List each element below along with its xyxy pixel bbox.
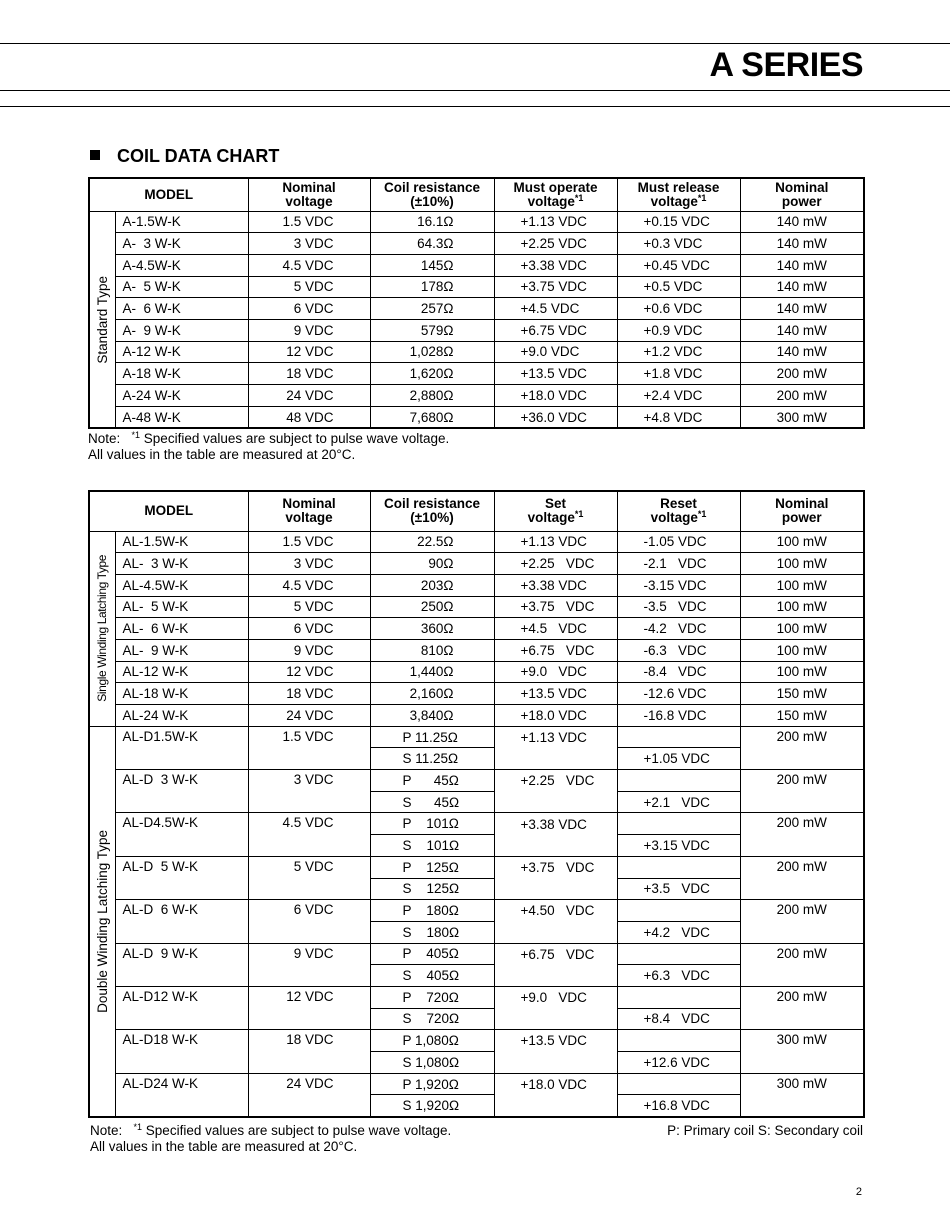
- resistance-secondary-cell: S 180Ω: [370, 921, 494, 943]
- reset-voltage-cell: -12.6 VDC: [617, 683, 740, 705]
- resistance-cell: 7,680Ω: [370, 406, 494, 428]
- resistance-cell: 178Ω: [370, 276, 494, 298]
- resistance-cell: 810Ω: [370, 639, 494, 661]
- set-empty-cell: [494, 791, 617, 813]
- table-row: [89, 618, 864, 640]
- model-cell: AL-D24 W-K: [115, 1073, 248, 1117]
- reset-empty-cell: [617, 986, 740, 1008]
- resistance-cell: 1,440Ω: [370, 661, 494, 683]
- table-row: [89, 233, 864, 255]
- set-voltage-cell: +18.0 VDC: [494, 705, 617, 727]
- set-empty-cell: [494, 878, 617, 900]
- power-cell: 200 mW: [740, 986, 864, 1029]
- voltage-cell: 4.5 VDC: [248, 813, 370, 856]
- voltage-cell: 6 VDC: [248, 298, 370, 320]
- table-row: [89, 705, 864, 727]
- header-model: MODEL: [89, 491, 248, 531]
- power-cell: 200 mW: [740, 856, 864, 899]
- header-rule-top: [0, 43, 950, 44]
- resistance-secondary-cell: S 405Ω: [370, 965, 494, 987]
- set-voltage-cell: +2.25 VDC: [494, 553, 617, 575]
- operate-voltage-cell: +1.13 VDC: [494, 211, 617, 233]
- resistance-primary-cell: P 125Ω: [370, 856, 494, 878]
- table-row: [89, 986, 864, 1008]
- resistance-primary-cell: P 11.25Ω: [370, 726, 494, 748]
- table-row: [89, 813, 864, 835]
- page-number: 2: [855, 1186, 862, 1198]
- model-cell: AL-24 W-K: [115, 705, 248, 727]
- reset-voltage-cell: -1.05 VDC: [617, 531, 740, 553]
- resistance-cell: 22.5Ω: [370, 531, 494, 553]
- model-cell: A- 5 W-K: [115, 276, 248, 298]
- resistance-cell: 2,880Ω: [370, 385, 494, 407]
- table-row: [89, 596, 864, 618]
- voltage-cell: 9 VDC: [248, 319, 370, 341]
- table-row: [89, 770, 864, 792]
- resistance-cell: 257Ω: [370, 298, 494, 320]
- voltage-cell: 3 VDC: [248, 770, 370, 813]
- voltage-cell: 12 VDC: [248, 661, 370, 683]
- set-empty-cell: [494, 748, 617, 770]
- resistance-cell: 2,160Ω: [370, 683, 494, 705]
- resistance-cell: 579Ω: [370, 319, 494, 341]
- release-voltage-cell: +0.3 VDC: [617, 233, 740, 255]
- voltage-cell: 24 VDC: [248, 385, 370, 407]
- set-voltage-cell: +3.75 VDC: [494, 856, 617, 878]
- set-voltage-cell: +13.5 VDC: [494, 683, 617, 705]
- model-cell: AL-D1.5W-K: [115, 726, 248, 769]
- resistance-primary-cell: P 1,920Ω: [370, 1073, 494, 1095]
- set-voltage-cell: +4.5 VDC: [494, 618, 617, 640]
- set-voltage-cell: +3.75 VDC: [494, 596, 617, 618]
- table-row: [89, 661, 864, 683]
- power-cell: 150 mW: [740, 705, 864, 727]
- header-rule-bottom: [0, 106, 950, 107]
- resistance-primary-cell: P 1,080Ω: [370, 1030, 494, 1052]
- resistance-primary-cell: P 405Ω: [370, 943, 494, 965]
- set-empty-cell: [494, 921, 617, 943]
- set-voltage-cell: +6.75 VDC: [494, 639, 617, 661]
- power-cell: 100 mW: [740, 618, 864, 640]
- resistance-cell: 1,620Ω: [370, 363, 494, 385]
- model-cell: AL-D 5 W-K: [115, 856, 248, 899]
- release-voltage-cell: +2.4 VDC: [617, 385, 740, 407]
- reset-empty-cell: [617, 813, 740, 835]
- voltage-cell: 9 VDC: [248, 639, 370, 661]
- table-row: [89, 363, 864, 385]
- voltage-cell: 18 VDC: [248, 683, 370, 705]
- model-cell: AL-18 W-K: [115, 683, 248, 705]
- reset-voltage-cell: -4.2 VDC: [617, 618, 740, 640]
- power-cell: 100 mW: [740, 531, 864, 553]
- reset-voltage-cell: -3.5 VDC: [617, 596, 740, 618]
- release-voltage-cell: +1.8 VDC: [617, 363, 740, 385]
- power-cell: 200 mW: [740, 770, 864, 813]
- power-cell: 200 mW: [740, 385, 864, 407]
- power-cell: 200 mW: [740, 943, 864, 986]
- voltage-cell: 5 VDC: [248, 856, 370, 899]
- reset-empty-cell: [617, 726, 740, 748]
- reset-voltage-cell: +2.1 VDC: [617, 791, 740, 813]
- power-cell: 140 mW: [740, 319, 864, 341]
- set-voltage-cell: +4.50 VDC: [494, 900, 617, 922]
- table-row: [89, 298, 864, 320]
- reset-voltage-cell: -16.8 VDC: [617, 705, 740, 727]
- operate-voltage-cell: +13.5 VDC: [494, 363, 617, 385]
- model-cell: A- 6 W-K: [115, 298, 248, 320]
- model-cell: A-24 W-K: [115, 385, 248, 407]
- power-cell: 140 mW: [740, 298, 864, 320]
- group-label-standard: [89, 211, 115, 428]
- model-cell: A-12 W-K: [115, 341, 248, 363]
- power-cell: 100 mW: [740, 596, 864, 618]
- header-must-operate: Must operate voltage$^{*1}$: [494, 178, 617, 211]
- section-title-text: COIL DATA CHART: [117, 146, 280, 166]
- model-cell: AL-1.5W-K: [115, 531, 248, 553]
- table-row: [89, 639, 864, 661]
- release-voltage-cell: +0.5 VDC: [617, 276, 740, 298]
- table-row: [89, 683, 864, 705]
- header-coil-resistance: Coil resistance (±10%): [370, 178, 494, 211]
- standard-coil-table: [88, 177, 865, 429]
- power-cell: 300 mW: [740, 1073, 864, 1117]
- resistance-cell: 250Ω: [370, 596, 494, 618]
- voltage-cell: 12 VDC: [248, 341, 370, 363]
- set-voltage-cell: +3.38 VDC: [494, 813, 617, 835]
- release-voltage-cell: +1.2 VDC: [617, 341, 740, 363]
- model-cell: AL-D4.5W-K: [115, 813, 248, 856]
- operate-voltage-cell: +3.38 VDC: [494, 254, 617, 276]
- reset-empty-cell: [617, 900, 740, 922]
- resistance-cell: 360Ω: [370, 618, 494, 640]
- release-voltage-cell: +0.9 VDC: [617, 319, 740, 341]
- set-voltage-cell: +9.0 VDC: [494, 661, 617, 683]
- voltage-cell: 48 VDC: [248, 406, 370, 428]
- power-cell: 100 mW: [740, 639, 864, 661]
- release-voltage-cell: +0.45 VDC: [617, 254, 740, 276]
- resistance-secondary-cell: S 101Ω: [370, 835, 494, 857]
- table-row: [89, 406, 864, 428]
- voltage-cell: 4.5 VDC: [248, 254, 370, 276]
- table-row: [89, 341, 864, 363]
- coil-legend: P: Primary coil S: Secondary coil: [667, 1123, 863, 1138]
- operate-voltage-cell: +2.25 VDC: [494, 233, 617, 255]
- voltage-cell: 5 VDC: [248, 596, 370, 618]
- resistance-cell: 64.3Ω: [370, 233, 494, 255]
- model-cell: A- 3 W-K: [115, 233, 248, 255]
- set-voltage-cell: +18.0 VDC: [494, 1073, 617, 1095]
- voltage-cell: 24 VDC: [248, 705, 370, 727]
- voltage-cell: 3 VDC: [248, 233, 370, 255]
- resistance-cell: 145Ω: [370, 254, 494, 276]
- set-voltage-cell: +1.13 VDC: [494, 531, 617, 553]
- power-cell: 100 mW: [740, 661, 864, 683]
- reset-voltage-cell: +8.4 VDC: [617, 1008, 740, 1030]
- reset-voltage-cell: -6.3 VDC: [617, 639, 740, 661]
- table-row: [89, 531, 864, 553]
- power-cell: 300 mW: [740, 1030, 864, 1073]
- power-cell: 140 mW: [740, 341, 864, 363]
- table-row: [89, 211, 864, 233]
- reset-empty-cell: [617, 770, 740, 792]
- reset-voltage-cell: -8.4 VDC: [617, 661, 740, 683]
- header-reset-voltage: Reset voltage$^{*1}$: [617, 491, 740, 531]
- table2-note: Note: $^{*1}$ Specified values are subject to pulse wave voltage. All values in the table are measured at 20°C.: [90, 1122, 452, 1154]
- reset-voltage-cell: -3.15 VDC: [617, 574, 740, 596]
- set-empty-cell: [494, 835, 617, 857]
- release-voltage-cell: +4.8 VDC: [617, 406, 740, 428]
- model-cell: A- 9 W-K: [115, 319, 248, 341]
- table-row: [89, 900, 864, 922]
- table-header-row: [89, 178, 864, 211]
- series-title: A SERIES: [709, 46, 863, 84]
- power-cell: 140 mW: [740, 254, 864, 276]
- set-voltage-cell: +2.25 VDC: [494, 770, 617, 792]
- voltage-cell: 5 VDC: [248, 276, 370, 298]
- reset-empty-cell: [617, 856, 740, 878]
- resistance-primary-cell: P 101Ω: [370, 813, 494, 835]
- set-empty-cell: [494, 1008, 617, 1030]
- power-cell: 200 mW: [740, 900, 864, 943]
- table-row: [89, 319, 864, 341]
- resistance-secondary-cell: S 720Ω: [370, 1008, 494, 1030]
- voltage-cell: 18 VDC: [248, 363, 370, 385]
- power-cell: 150 mW: [740, 683, 864, 705]
- bullet-square-icon: [90, 150, 100, 160]
- model-cell: AL- 6 W-K: [115, 618, 248, 640]
- model-cell: A-4.5W-K: [115, 254, 248, 276]
- model-cell: A-1.5W-K: [115, 211, 248, 233]
- voltage-cell: 1.5 VDC: [248, 726, 370, 769]
- power-cell: 140 mW: [740, 276, 864, 298]
- header-nominal-voltage: Nominal voltage: [248, 491, 370, 531]
- reset-voltage-cell: +6.3 VDC: [617, 965, 740, 987]
- voltage-cell: 1.5 VDC: [248, 211, 370, 233]
- model-cell: AL-D 9 W-K: [115, 943, 248, 986]
- resistance-primary-cell: P 720Ω: [370, 986, 494, 1008]
- table-row: [89, 276, 864, 298]
- model-cell: AL-12 W-K: [115, 661, 248, 683]
- resistance-secondary-cell: S 1,080Ω: [370, 1052, 494, 1074]
- group-label-single: [89, 531, 115, 726]
- power-cell: 100 mW: [740, 553, 864, 575]
- resistance-primary-cell: P 180Ω: [370, 900, 494, 922]
- model-cell: AL-D18 W-K: [115, 1030, 248, 1073]
- resistance-secondary-cell: S 45Ω: [370, 791, 494, 813]
- release-voltage-cell: +0.15 VDC: [617, 211, 740, 233]
- header-nominal-voltage: Nominal voltage: [248, 178, 370, 211]
- power-cell: 200 mW: [740, 726, 864, 769]
- voltage-cell: 4.5 VDC: [248, 574, 370, 596]
- voltage-cell: 6 VDC: [248, 900, 370, 943]
- resistance-primary-cell: P 45Ω: [370, 770, 494, 792]
- power-cell: 140 mW: [740, 211, 864, 233]
- reset-voltage-cell: -2.1 VDC: [617, 553, 740, 575]
- header-rule-middle: [0, 90, 950, 91]
- voltage-cell: 1.5 VDC: [248, 531, 370, 553]
- model-cell: AL- 9 W-K: [115, 639, 248, 661]
- voltage-cell: 18 VDC: [248, 1030, 370, 1073]
- set-voltage-cell: +3.38 VDC: [494, 574, 617, 596]
- group-label-text: Single Winding Latching Type: [95, 555, 110, 702]
- table-row: [89, 856, 864, 878]
- set-voltage-cell: +1.13 VDC: [494, 726, 617, 748]
- release-voltage-cell: +0.6 VDC: [617, 298, 740, 320]
- model-cell: AL-4.5W-K: [115, 574, 248, 596]
- table-row: [89, 1073, 864, 1095]
- model-cell: AL- 3 W-K: [115, 553, 248, 575]
- model-cell: AL-D 3 W-K: [115, 770, 248, 813]
- model-cell: AL- 5 W-K: [115, 596, 248, 618]
- model-cell: AL-D 6 W-K: [115, 900, 248, 943]
- table-row: [89, 385, 864, 407]
- header-model: MODEL: [89, 178, 248, 211]
- set-voltage-cell: +6.75 VDC: [494, 943, 617, 965]
- power-cell: 200 mW: [740, 813, 864, 856]
- table-row: [89, 1030, 864, 1052]
- table-header-row: [89, 491, 864, 531]
- operate-voltage-cell: +4.5 VDC: [494, 298, 617, 320]
- set-empty-cell: [494, 1052, 617, 1074]
- voltage-cell: 9 VDC: [248, 943, 370, 986]
- operate-voltage-cell: +6.75 VDC: [494, 319, 617, 341]
- section-title: [90, 146, 279, 167]
- voltage-cell: 6 VDC: [248, 618, 370, 640]
- reset-empty-cell: [617, 943, 740, 965]
- table1-note: Note: $^{*1}$ Specified values are subject to pulse wave voltage. All values in the table are measured at 20°C.: [88, 430, 450, 462]
- reset-voltage-cell: +3.5 VDC: [617, 878, 740, 900]
- reset-voltage-cell: +12.6 VDC: [617, 1052, 740, 1074]
- header-must-release: Must release voltage$^{*1}$: [617, 178, 740, 211]
- voltage-cell: 24 VDC: [248, 1073, 370, 1117]
- operate-voltage-cell: +9.0 VDC: [494, 341, 617, 363]
- set-voltage-cell: +9.0 VDC: [494, 986, 617, 1008]
- header-nominal-power: Nominal power: [740, 178, 864, 211]
- resistance-secondary-cell: S 11.25Ω: [370, 748, 494, 770]
- operate-voltage-cell: +18.0 VDC: [494, 385, 617, 407]
- set-voltage-cell: +13.5 VDC: [494, 1030, 617, 1052]
- reset-voltage-cell: +4.2 VDC: [617, 921, 740, 943]
- voltage-cell: 3 VDC: [248, 553, 370, 575]
- table-row: [89, 726, 864, 748]
- header-set-voltage: Set voltage$^{*1}$: [494, 491, 617, 531]
- resistance-secondary-cell: S 1,920Ω: [370, 1095, 494, 1117]
- power-cell: 140 mW: [740, 233, 864, 255]
- power-cell: 100 mW: [740, 574, 864, 596]
- reset-voltage-cell: +1.05 VDC: [617, 748, 740, 770]
- resistance-cell: 3,840Ω: [370, 705, 494, 727]
- operate-voltage-cell: +3.75 VDC: [494, 276, 617, 298]
- group-label-text: Double Winding Latching Type: [94, 829, 110, 1013]
- set-empty-cell: [494, 965, 617, 987]
- group-label-text: Standard Type: [94, 275, 110, 364]
- resistance-cell: 203Ω: [370, 574, 494, 596]
- model-cell: A-48 W-K: [115, 406, 248, 428]
- table-row: [89, 943, 864, 965]
- table-row: [89, 254, 864, 276]
- header-nominal-power: Nominal power: [740, 491, 864, 531]
- latching-coil-table: [88, 490, 865, 1118]
- reset-voltage-cell: +16.8 VDC: [617, 1095, 740, 1117]
- power-cell: 200 mW: [740, 363, 864, 385]
- resistance-cell: 90Ω: [370, 553, 494, 575]
- model-cell: A-18 W-K: [115, 363, 248, 385]
- table-row: [89, 574, 864, 596]
- power-cell: 300 mW: [740, 406, 864, 428]
- header-coil-resistance: Coil resistance (±10%): [370, 491, 494, 531]
- table-row: [89, 553, 864, 575]
- group-label-double: [89, 726, 115, 1117]
- resistance-cell: 16.1Ω: [370, 211, 494, 233]
- voltage-cell: 12 VDC: [248, 986, 370, 1029]
- operate-voltage-cell: +36.0 VDC: [494, 406, 617, 428]
- set-empty-cell: [494, 1095, 617, 1117]
- reset-voltage-cell: +3.15 VDC: [617, 835, 740, 857]
- reset-empty-cell: [617, 1030, 740, 1052]
- resistance-cell: 1,028Ω: [370, 341, 494, 363]
- resistance-secondary-cell: S 125Ω: [370, 878, 494, 900]
- model-cell: AL-D12 W-K: [115, 986, 248, 1029]
- reset-empty-cell: [617, 1073, 740, 1095]
